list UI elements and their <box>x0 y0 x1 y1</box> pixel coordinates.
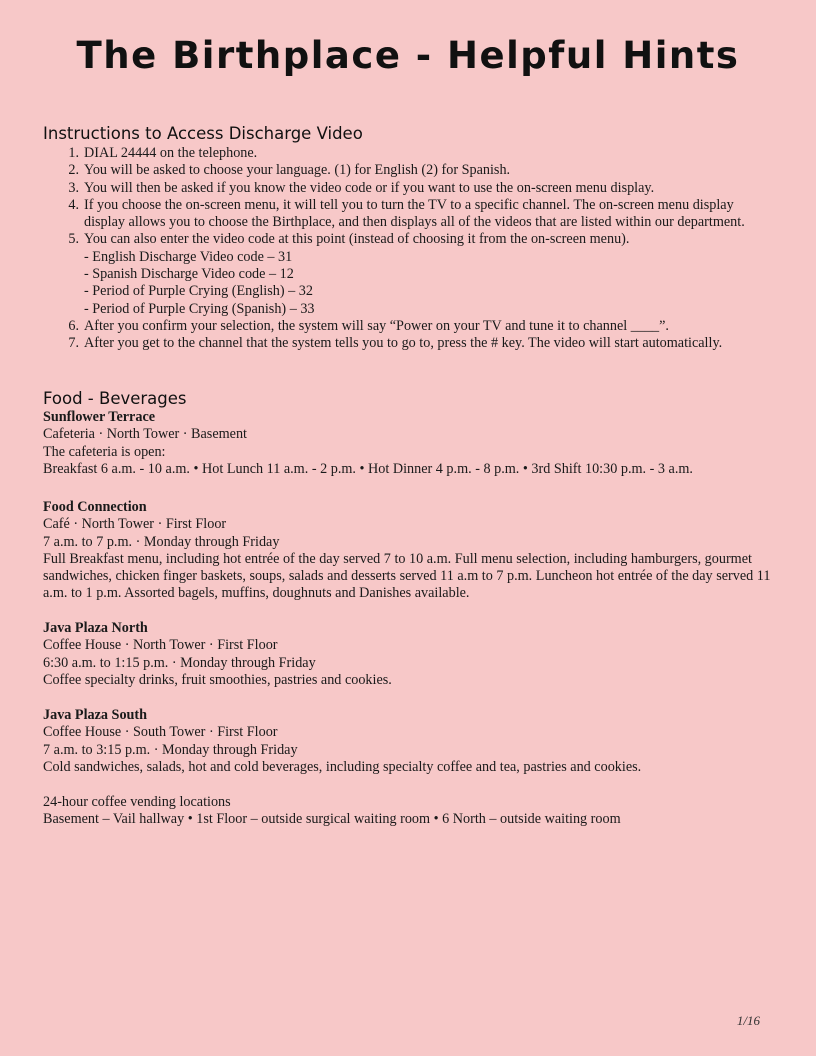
venue-hours: 7 a.m. to 3:15 p.m. · Monday through Friday <box>43 741 298 758</box>
venue-location: Café · North Tower · First Floor <box>43 516 227 533</box>
venue-location: Cafeteria · North Tower · Basement <box>43 426 247 443</box>
step-text-main: You can also enter the video code at this point (instead of choosing it from the on-screen menu). <box>84 231 630 248</box>
step-number: 1. <box>68 145 79 161</box>
step-number: 4. <box>68 196 79 213</box>
discharge-video-heading: Instructions to Access Discharge Video <box>43 124 363 143</box>
venue-location: Coffee House · South Tower · First Floor <box>43 724 278 741</box>
video-code-item: - Period of Purple Crying (English) – 32 <box>84 283 313 300</box>
page-title: The Birthplace - Helpful Hints <box>76 34 740 77</box>
venue-description: Coffee specialty drinks, fruit smoothies, pastries and cookies. <box>43 671 392 688</box>
coffee-vending-section <box>43 794 783 829</box>
venue-name: Java Plaza South <box>43 707 148 723</box>
step-item <box>43 335 768 352</box>
venue-name: Food Connection <box>43 499 147 515</box>
step-item <box>43 145 768 162</box>
venue-description: Full Breakfast menu, including hot entrée of the day served 7 to 10 a.m. Full menu selection, including hamburgers, gourmet sandwiches, chicken finger baskets, soups, salads and desserts served 11 a.m to 7 p.m. Luncheon hot entrée of the day served 11 a.m. to 1 p.m. Assorted bagels, muffins, doughnuts and Danishes available. <box>43 550 771 602</box>
step-item <box>43 162 768 179</box>
step-text: You will then be asked if you know the video code or if you want to use the on-screen menu display. <box>84 179 655 196</box>
step-number: 7. <box>68 335 79 352</box>
step-number: 2. <box>68 162 79 179</box>
step-number: 3. <box>68 179 79 196</box>
venue-sunflower-terrace <box>43 409 783 478</box>
venue-location: Coffee House · North Tower · First Floor <box>43 637 278 654</box>
step-text: DIAL 24444 on the telephone. <box>84 145 258 161</box>
video-code-list <box>84 249 768 318</box>
venue-hours: 6:30 a.m. to 1:15 p.m. · Monday through Friday <box>43 654 316 671</box>
step-item <box>43 231 768 317</box>
step-number: 6. <box>68 317 79 334</box>
step-text: After you get to the channel that the system tells you to go to, press the # key. The video will start automatically. <box>84 335 723 352</box>
venue-intro: The cafeteria is open: <box>43 443 166 460</box>
step-item <box>43 197 768 232</box>
venue-name: Sunflower Terrace <box>43 409 156 425</box>
venue-hours: Breakfast 6 a.m. - 10 a.m. • Hot Lunch 11 a.m. - 2 p.m. • Hot Dinner 4 p.m. - 8 p.m. • 3rd Shift 10:30 p.m. - 3 a.m. <box>43 460 693 477</box>
venue-java-plaza-north <box>43 620 783 689</box>
venue-description: Cold sandwiches, salads, hot and cold beverages, including specialty coffee and tea, pastries and cookies. <box>43 758 642 775</box>
discharge-steps-list <box>43 145 768 353</box>
step-text <box>84 231 768 317</box>
step-item <box>43 180 768 197</box>
step-item <box>43 318 768 335</box>
video-code-item: - Spanish Discharge Video code – 12 <box>84 266 294 283</box>
step-number: 5. <box>68 231 79 248</box>
step-text: If you choose the on-screen menu, it will tell you to turn the TV to a specific channel. The on-screen menu display display allows you to choose the Birthplace, and then displays all of the videos that are listed within our department. <box>84 196 745 231</box>
page-number: 1/16 <box>736 1013 760 1028</box>
vending-heading: 24-hour coffee vending locations <box>43 794 231 810</box>
video-code-item: - Period of Purple Crying (Spanish) – 33 <box>84 300 315 317</box>
step-text: After you confirm your selection, the system will say “Power on your TV and tune it to channel ____”. <box>84 317 669 334</box>
venue-food-connection <box>43 499 783 603</box>
video-code-item: - English Discharge Video code – 31 <box>84 248 293 265</box>
vending-locations: Basement – Vail hallway • 1st Floor – outside surgical waiting room • 6 North – outside waiting room <box>43 811 621 828</box>
venue-name: Java Plaza North <box>43 620 148 636</box>
venue-hours: 7 a.m. to 7 p.m. · Monday through Friday <box>43 533 280 550</box>
step-text: You will be asked to choose your language. (1) for English (2) for Spanish. <box>84 162 511 179</box>
venue-java-plaza-south <box>43 707 783 776</box>
food-beverages-heading: Food - Beverages <box>43 389 187 408</box>
